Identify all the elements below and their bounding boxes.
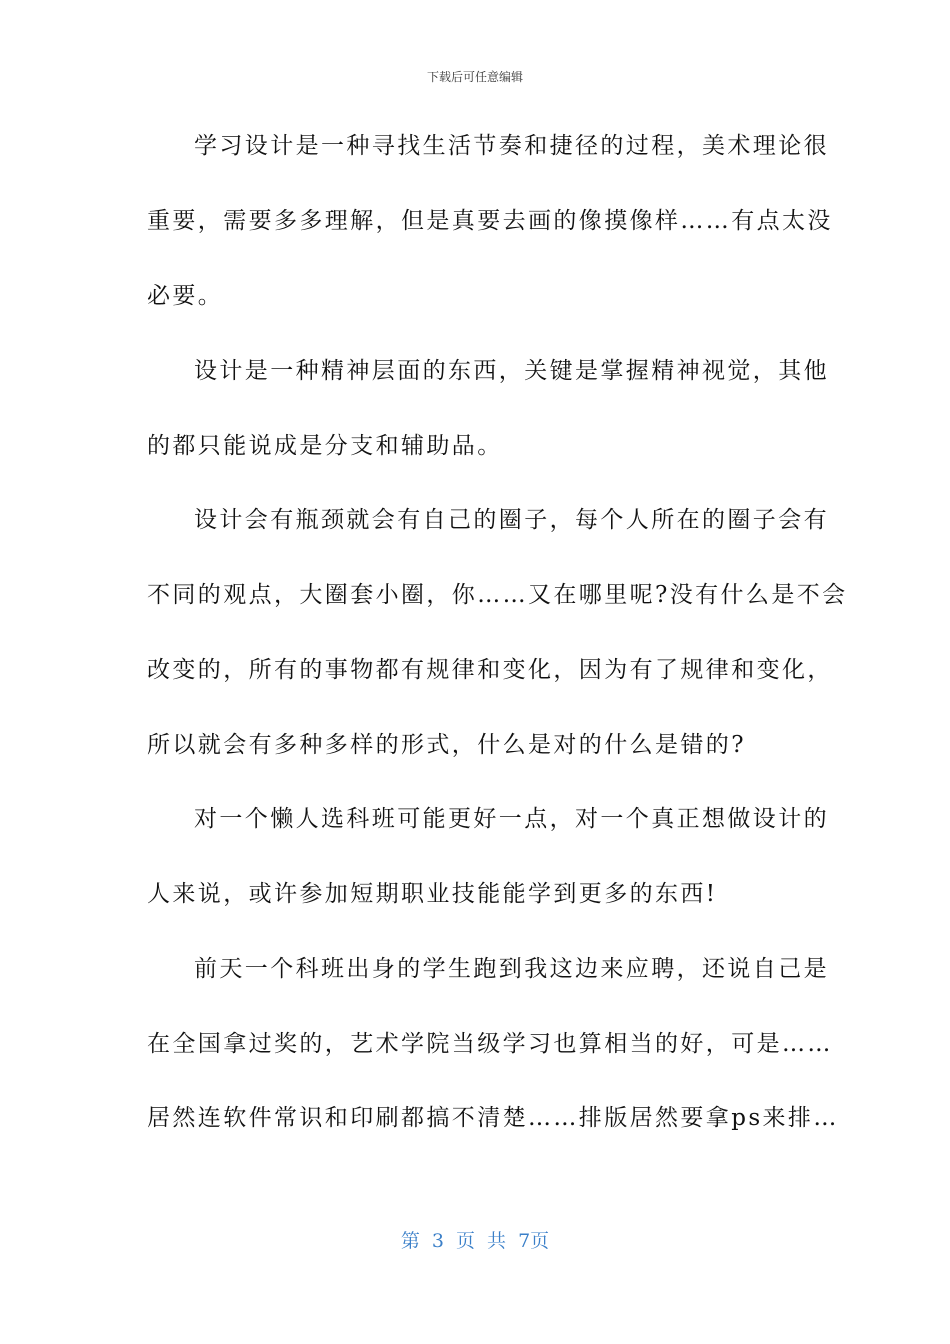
- paragraph-line: 在全国拿过奖的，艺术学院当级学习也算相当的好，可是……: [147, 1031, 833, 1057]
- paragraph-line: 设计会有瓶颈就会有自己的圈子，每个人所在的圈子会有: [194, 507, 829, 533]
- page-header: 下载后可任意编辑: [426, 70, 523, 84]
- paragraph-line: 前天一个科班出身的学生跑到我这边来应聘，还说自己是: [194, 956, 829, 982]
- paragraph-line: 对一个懒人选科班可能更好一点，对一个真正想做设计的: [194, 806, 829, 832]
- paragraph-line: 重要，需要多多理解，但是真要去画的像摸像样……有点太没: [147, 208, 833, 234]
- paragraph-line: 人来说，或许参加短期职业技能能学到更多的东西!: [147, 881, 718, 907]
- page-number-footer: 第 3 页 共 7页: [400, 1230, 550, 1252]
- paragraph-line: 的都只能说成是分支和辅助品。: [147, 433, 503, 459]
- paragraph-line: 居然连软件常识和印刷都搞不清楚……排版居然要拿ps来排…: [147, 1105, 839, 1131]
- paragraph-line: 必要。: [147, 283, 224, 309]
- paragraph-line: 设计是一种精神层面的东西，关键是掌握精神视觉，其他: [194, 358, 829, 384]
- paragraph-line: 所以就会有多种多样的形式，什么是对的什么是错的?: [147, 732, 746, 758]
- paragraph-line: 不同的观点，大圈套小圈，你……又在哪里呢?没有什么是不会: [147, 582, 848, 608]
- paragraph-line: 学习设计是一种寻找生活节奏和捷径的过程，美术理论很: [194, 133, 829, 159]
- paragraph-line: 改变的，所有的事物都有规律和变化，因为有了规律和变化，: [147, 657, 833, 683]
